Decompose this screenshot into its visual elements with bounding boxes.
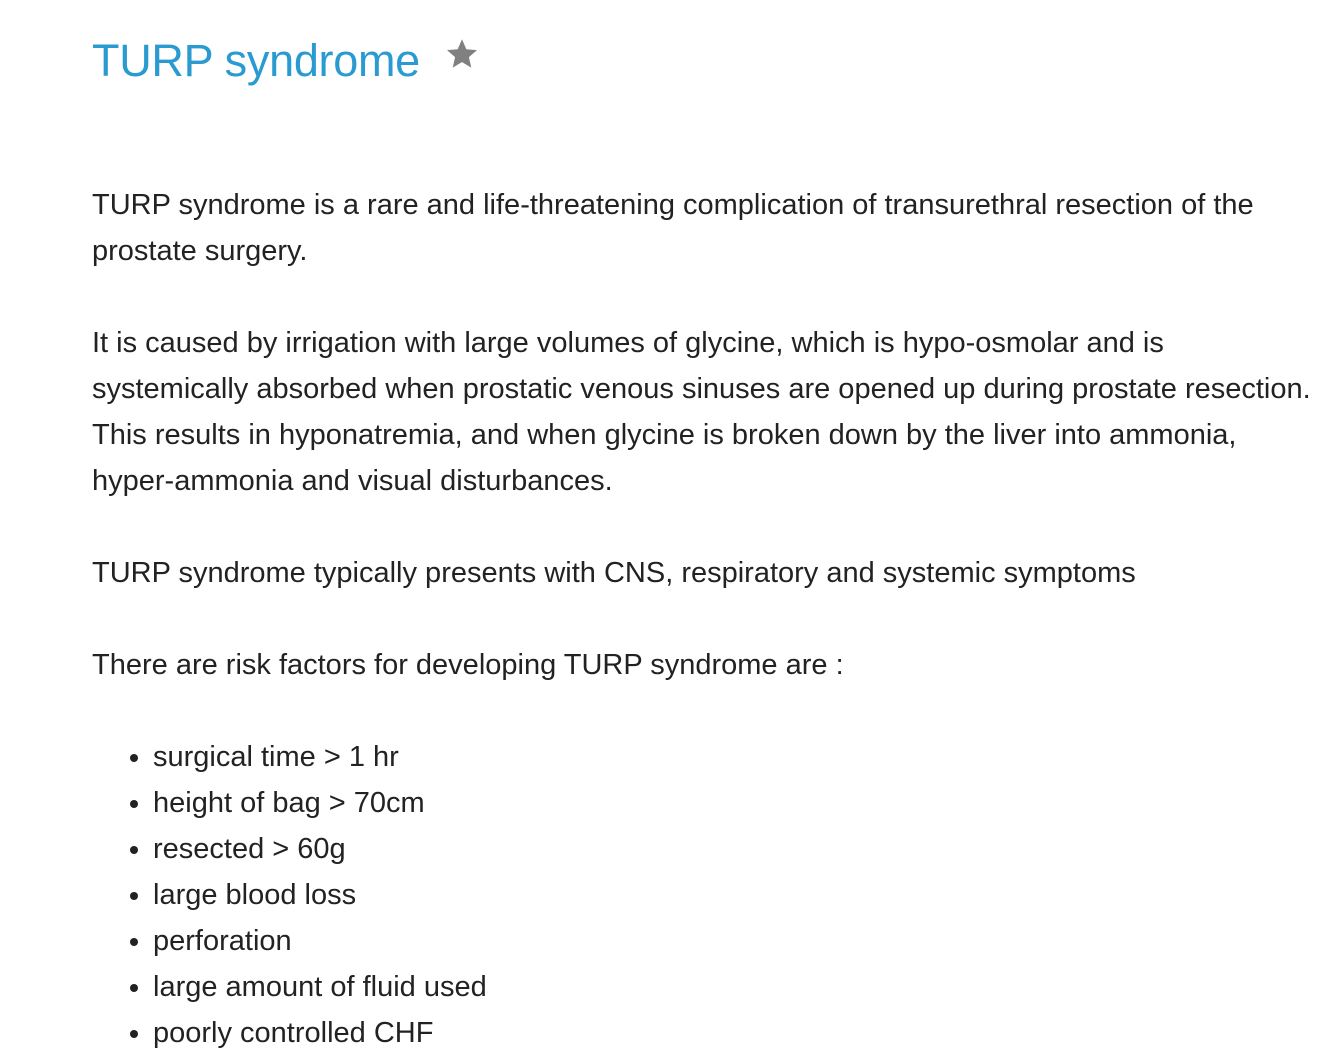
article-body bbox=[92, 182, 1312, 1056]
list-item: • large amount of fluid used bbox=[153, 964, 1312, 1010]
title-row bbox=[92, 30, 1312, 100]
list-item: • surgical time > 1 hr bbox=[153, 734, 1312, 780]
star-icon[interactable] bbox=[444, 36, 480, 72]
list-item: • resected > 60g bbox=[153, 826, 1312, 872]
paragraph-presentation: TURP syndrome typically presents with CNS, respiratory and systemic symptoms bbox=[92, 557, 1136, 589]
list-item: • poorly controlled CHF bbox=[153, 1010, 1312, 1056]
paragraph-cause: It is caused by irrigation with large volumes of glycine, which is hypo-osmolar and is systemically absorbed when prostatic venous sinuses are opened up during prostate resection. This results in hyponatremia, and when glycine is broken down by the liver into ammonia, hyper-ammonia and visual disturbances. bbox=[92, 327, 1311, 497]
list-item: • height of bag > 70cm bbox=[153, 780, 1312, 826]
page-title: TURP syndrome bbox=[92, 35, 420, 86]
risk-factors-intro: There are risk factors for developing TURP syndrome are : bbox=[92, 649, 844, 681]
list-item: • large blood loss bbox=[153, 872, 1312, 918]
risk-factors-list bbox=[92, 734, 1312, 1056]
article bbox=[92, 30, 1312, 1056]
list-item: • perforation bbox=[153, 918, 1312, 964]
paragraph-definition: TURP syndrome is a rare and life-threatening complication of transurethral resection of the prostate surgery. bbox=[92, 189, 1254, 267]
